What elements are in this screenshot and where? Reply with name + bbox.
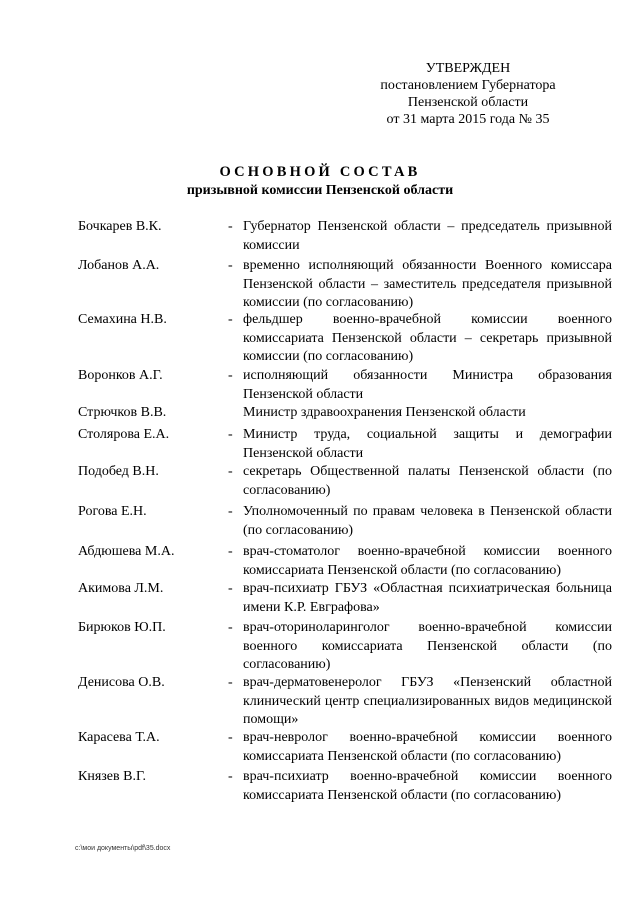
approval-line-decree: постановлением Губернатора (380, 78, 556, 93)
member-role: фельдшер военно-врачебной комиссии военного комиссариата Пензенской области – секретарь призывной комиссии (по согласованию) (243, 312, 612, 364)
member-dash: - (228, 312, 233, 327)
member-dash: - (228, 769, 233, 784)
member-name: Столярова Е.А. (78, 427, 170, 442)
member-dash: - (228, 581, 233, 596)
member-role: врач-невролог военно-врачебной комиссии военного комиссариата Пензенской области (по согласованию) (243, 730, 612, 764)
member-role: Уполномоченный по правам человека в Пензенской области (по согласованию) (243, 504, 612, 538)
member-dash: - (228, 730, 233, 745)
title-subtitle: призывной комиссии Пензенской области (186, 183, 454, 198)
member-dash: - (228, 504, 233, 519)
member-dash: - (228, 219, 233, 234)
member-name: Карасева Т.А. (78, 730, 160, 745)
file-path-footer: c:\мои документы\pdf\35.docx (75, 845, 171, 852)
member-name: Подобед В.Н. (78, 464, 159, 479)
member-name: Абдюшева М.А. (78, 544, 175, 559)
member-role: Министр здравоохранения Пензенской области (243, 405, 526, 420)
member-role: Губернатор Пензенской области – председатель призывной комиссии (243, 219, 612, 253)
member-name: Бирюков Ю.П. (78, 620, 166, 635)
approval-line-region: Пензенской области (407, 95, 529, 110)
approval-line-date: от 31 марта 2015 года № 35 (386, 112, 550, 127)
member-name: Стрючков В.В. (78, 405, 167, 420)
member-name: Семахина Н.В. (78, 312, 167, 327)
member-role: врач-стоматолог военно-врачебной комиссии военного комиссариата Пензенской области (по согласованию) (243, 544, 612, 578)
member-dash: - (228, 620, 233, 635)
document-title (0, 163, 640, 200)
member-dash: - (228, 675, 233, 690)
member-name: Рогова Е.Н. (78, 504, 147, 519)
member-dash: - (228, 427, 233, 442)
member-role: врач-психиатр военно-врачебной комиссии военного комиссариата Пензенской области (по согласованию) (243, 769, 612, 803)
member-name: Денисова О.В. (78, 675, 165, 690)
member-role: временно исполняющий обязанности Военного комиссара Пензенской области – заместитель председателя призывной комиссии (по согласованию) (243, 258, 612, 310)
member-dash: - (228, 544, 233, 559)
member-role: Министр труда, социальной защиты и демографии Пензенской области (243, 427, 612, 461)
title-main: ОСНОВНОЙ СОСТАВ (219, 164, 421, 180)
member-role: исполняющий обязанности Министра образования Пензенской области (243, 368, 612, 402)
member-dash: - (228, 368, 233, 383)
member-name: Князев В.Г. (78, 769, 146, 784)
approval-block (360, 60, 576, 128)
member-name: Бочкарев В.К. (78, 219, 162, 234)
member-name: Лобанов А.А. (78, 258, 160, 273)
approval-heading: УТВЕРЖДЕН (425, 61, 511, 76)
member-dash: - (228, 258, 233, 273)
member-dash: - (228, 464, 233, 479)
member-name: Воронков А.Г. (78, 368, 163, 383)
member-role: врач-психиатр ГБУЗ «Областная психиатрическая больница имени К.Р. Евграфова» (243, 581, 612, 615)
member-role: врач-дерматовенеролог ГБУЗ «Пензенский областной клинический центр специализированных видов медицинской помощи» (243, 675, 612, 727)
member-name: Акимова Л.М. (78, 581, 164, 596)
member-role: секретарь Общественной палаты Пензенской области (по согласованию) (243, 464, 612, 498)
member-role: врач-оториноларинголог военно-врачебной комиссии военного комиссариата Пензенской области (по согласованию) (243, 620, 612, 672)
